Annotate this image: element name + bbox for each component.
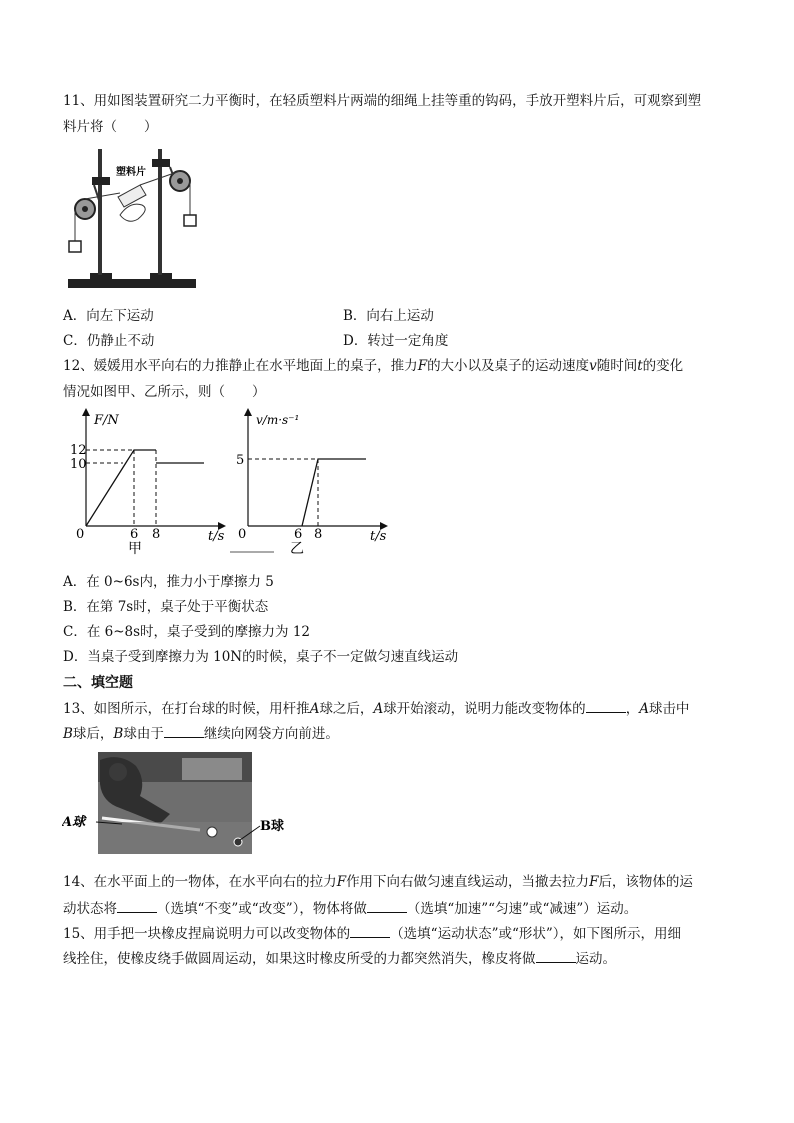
label-ball-a: A球 [62, 815, 86, 830]
q14-blank-1[interactable] [117, 899, 157, 913]
velocity-xtick-6: 6 [294, 527, 303, 542]
q12-line1: 12、媛媛用水平向右的力推静止在水平地面上的桌子，推力F的大小以及桌子的运动速度v随时间t的变化 [63, 358, 684, 374]
q13-line1: 13、如图所示，在打台球的时候，用杆推A球之后，A球开始滚动，说明力能改变物体的 ，A球击中 [63, 701, 690, 717]
velocity-caption: 乙 [290, 541, 304, 557]
q12-option-b: B．在第 7s时，桌子处于平衡状态 [63, 599, 269, 615]
section-fill-in-title: 二、填空题 [63, 675, 133, 691]
q11-option-a: A．向左下运动 [63, 308, 154, 324]
q13-line2: B球后，B球由于 继续向网袋方向前进。 [63, 726, 339, 742]
plastic-card [118, 185, 146, 207]
q12-graph-velocity [230, 408, 390, 568]
q11-apparatus-figure [60, 145, 210, 297]
ball-a [207, 827, 217, 837]
right-pole [158, 149, 162, 275]
q11-option-d: D．转过一定角度 [343, 333, 449, 349]
force-xtick-6: 6 [130, 527, 139, 542]
q15-line1: 15、用手把一块橡皮捏扁说明力可以改变物体的 （选填“运动状态”或“形状”），如下图所示，用细 [63, 926, 682, 942]
force-caption: 甲 [128, 541, 142, 557]
q11-line1: 11、用如图装置研究二力平衡时，在轻质塑料片两端的细绳上挂等重的钩码，手放开塑料片后，可观察到塑 [63, 93, 702, 109]
q13-blank-1[interactable] [586, 699, 626, 713]
q15-blank-2[interactable] [536, 949, 576, 963]
q12-line2: 情况如图甲、乙所示，则（ ） [63, 384, 266, 400]
force-curve [86, 450, 156, 526]
q15-blank-1[interactable] [350, 924, 390, 938]
q11-option-b: B．向右上运动 [343, 308, 434, 324]
q14-line2: 动状态将 （选填“不变”或“改变”），物体将做 （选填“加速”“匀速”或“减速”）运动。 [63, 901, 638, 917]
force-xtick-8: 8 [152, 527, 161, 542]
velocity-ytick-5: 5 [236, 453, 245, 468]
q12-graph-force [68, 408, 228, 568]
velocity-xtick-8: 8 [314, 527, 323, 542]
q13-billiards-photo [62, 752, 292, 856]
right-weight [184, 215, 196, 226]
velocity-y-label: v/m·s⁻¹ [256, 413, 300, 427]
force-ytick-12: 12 [70, 443, 87, 458]
q12-option-d: D．当桌子受到摩擦力为 10N的时候，桌子不一定做匀速直线运动 [63, 649, 459, 665]
velocity-x-label: t/s [370, 529, 387, 544]
apparatus-base [68, 279, 196, 288]
q11-line2: 料片将（ ） [63, 119, 158, 135]
q14-blank-2[interactable] [367, 899, 407, 913]
left-pole [98, 149, 102, 275]
q12-option-c: C．在 6~8s时，桌子受到的摩擦力为 12 [63, 624, 311, 640]
velocity-curve [302, 459, 366, 526]
q15-line2: 线拴住，使橡皮绕手做圆周运动，如果这时橡皮所受的力都突然消失，橡皮将做 运动。 [63, 951, 616, 967]
force-x-label: t/s [208, 529, 225, 544]
q13-blank-2[interactable] [164, 724, 204, 738]
velocity-origin: 0 [238, 527, 247, 542]
q12-option-a: A．在 0~6s内，推力小于摩擦力 5 [63, 574, 274, 590]
label-ball-b: B球 [260, 819, 284, 834]
plastic-card-label: 塑料片 [116, 167, 146, 178]
left-weight [69, 241, 81, 252]
q14-line1: 14、在水平面上的一物体，在水平向右的拉力F作用下向右做匀速直线运动，当撤去拉力F后，该物体的运 [63, 874, 693, 890]
force-ytick-10: 10 [70, 457, 87, 472]
force-y-label: F/N [94, 413, 119, 428]
q11-option-c: C．仍静止不动 [63, 333, 155, 349]
force-origin: 0 [76, 527, 85, 542]
